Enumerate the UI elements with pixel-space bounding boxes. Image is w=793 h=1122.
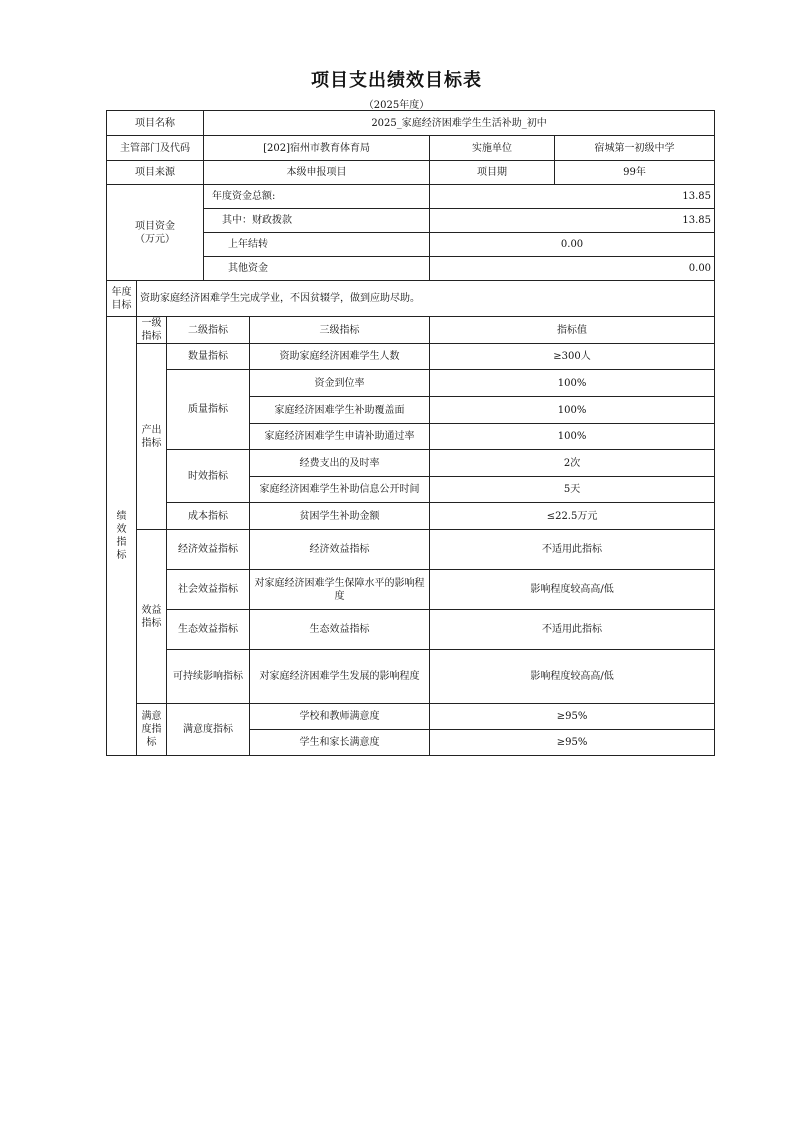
cost-indicator-label: 成本指标 [167,503,250,530]
indicator-name: 家庭经济困难学生申请补助通过率 [250,424,430,450]
header-level1: 一级 指标 [137,317,167,344]
period-label: 项目期 [430,161,555,185]
header-level2: 二级指标 [167,317,250,344]
table-row [107,610,715,650]
fund-total-value: 13.85 [430,185,715,209]
table-row [107,704,715,730]
table-row [107,161,715,185]
funds-label: 项目资金 （万元） [107,185,204,281]
table-row [107,650,715,704]
output-indicator-label: 产出 指标 [137,344,167,530]
fund-total-label: 年度资金总额: [204,185,430,209]
header-level3: 三级指标 [250,317,430,344]
indicator-value: 不适用此指标 [430,530,715,570]
table-row [107,344,715,370]
fund-other-value: 0.00 [430,257,715,281]
project-name-value: 2025_家庭经济困难学生生活补助_初中 [204,111,715,136]
social-indicator-label: 社会效益指标 [167,570,250,610]
quality-indicator-label: 质量指标 [167,370,250,450]
indicator-value: ≥95% [430,730,715,756]
indicator-name: 经费支出的及时率 [250,450,430,477]
benefit-indicator-label: 效益 指标 [137,530,167,704]
indicator-name: 家庭经济困难学生补助覆盖面 [250,397,430,424]
indicator-value: 100% [430,397,715,424]
table-row [107,530,715,570]
header-value: 指标值 [430,317,715,344]
indicator-value: 2次 [430,450,715,477]
source-label: 项目来源 [107,161,204,185]
sustain-indicator-label: 可持续影响指标 [167,650,250,704]
indicator-name: 学生和家长满意度 [250,730,430,756]
timeliness-indicator-label: 时效指标 [167,450,250,503]
table-row [107,185,715,209]
indicator-name: 生态效益指标 [250,610,430,650]
economic-indicator-label: 经济效益指标 [167,530,250,570]
impl-unit-label: 实施单位 [430,136,555,161]
perf-label: 绩 效 指 标 [107,317,137,756]
eco-indicator-label: 生态效益指标 [167,610,250,650]
indicator-value: 不适用此指标 [430,610,715,650]
indicator-name: 资金到位率 [250,370,430,397]
performance-goal-table [106,110,715,756]
year-label: （2025年度） [363,100,430,111]
period-value: 99年 [555,161,715,185]
indicator-name: 对家庭经济困难学生保障水平的影响程度 [250,570,430,610]
indicator-value: ≥95% [430,704,715,730]
indicator-value: 100% [430,370,715,397]
fund-fiscal-value: 13.85 [430,209,715,233]
table-row [107,281,715,317]
annual-goal-label: 年度 目标 [107,281,137,317]
table-row [107,136,715,161]
dept-value: [202]宿州市教育体育局 [204,136,430,161]
fund-carryover-label: 上年结转 [204,233,430,257]
fund-carryover-value: 0.00 [430,233,715,257]
table-row [107,317,715,344]
project-name-label: 项目名称 [107,111,204,136]
indicator-name: 资助家庭经济困难学生人数 [250,344,430,370]
satisfaction-l1-label: 满意 度指 标 [137,704,167,756]
table-row [107,111,715,136]
dept-label: 主管部门及代码 [107,136,204,161]
fund-fiscal-label: 其中：财政拨款 [204,209,430,233]
annual-goal-text: 资助家庭经济困难学生完成学业，不因贫辍学，做到应助尽助。 [137,281,715,317]
indicator-name: 学校和教师满意度 [250,704,430,730]
indicator-value: ≥300人 [430,344,715,370]
table-row [107,450,715,477]
table-row [107,370,715,397]
indicator-name: 贫困学生补助金额 [250,503,430,530]
satisfaction-l2-label: 满意度指标 [167,704,250,756]
indicator-name: 家庭经济困难学生补助信息公开时间 [250,477,430,503]
fund-other-label: 其他资金 [204,257,430,281]
source-value: 本级申报项目 [204,161,430,185]
indicator-name: 经济效益指标 [250,530,430,570]
indicator-value: 影响程度较高高/低 [430,650,715,704]
indicator-value: 影响程度较高高/低 [430,570,715,610]
indicator-value: ≤22.5万元 [430,503,715,530]
table-row [107,570,715,610]
indicator-value: 5天 [430,477,715,503]
page-title: 项目支出绩效目标表 [311,70,482,91]
indicator-name: 对家庭经济困难学生发展的影响程度 [250,650,430,704]
indicator-value: 100% [430,424,715,450]
quantity-indicator-label: 数量指标 [167,344,250,370]
table-row [107,503,715,530]
impl-unit-value: 宿城第一初级中学 [555,136,715,161]
